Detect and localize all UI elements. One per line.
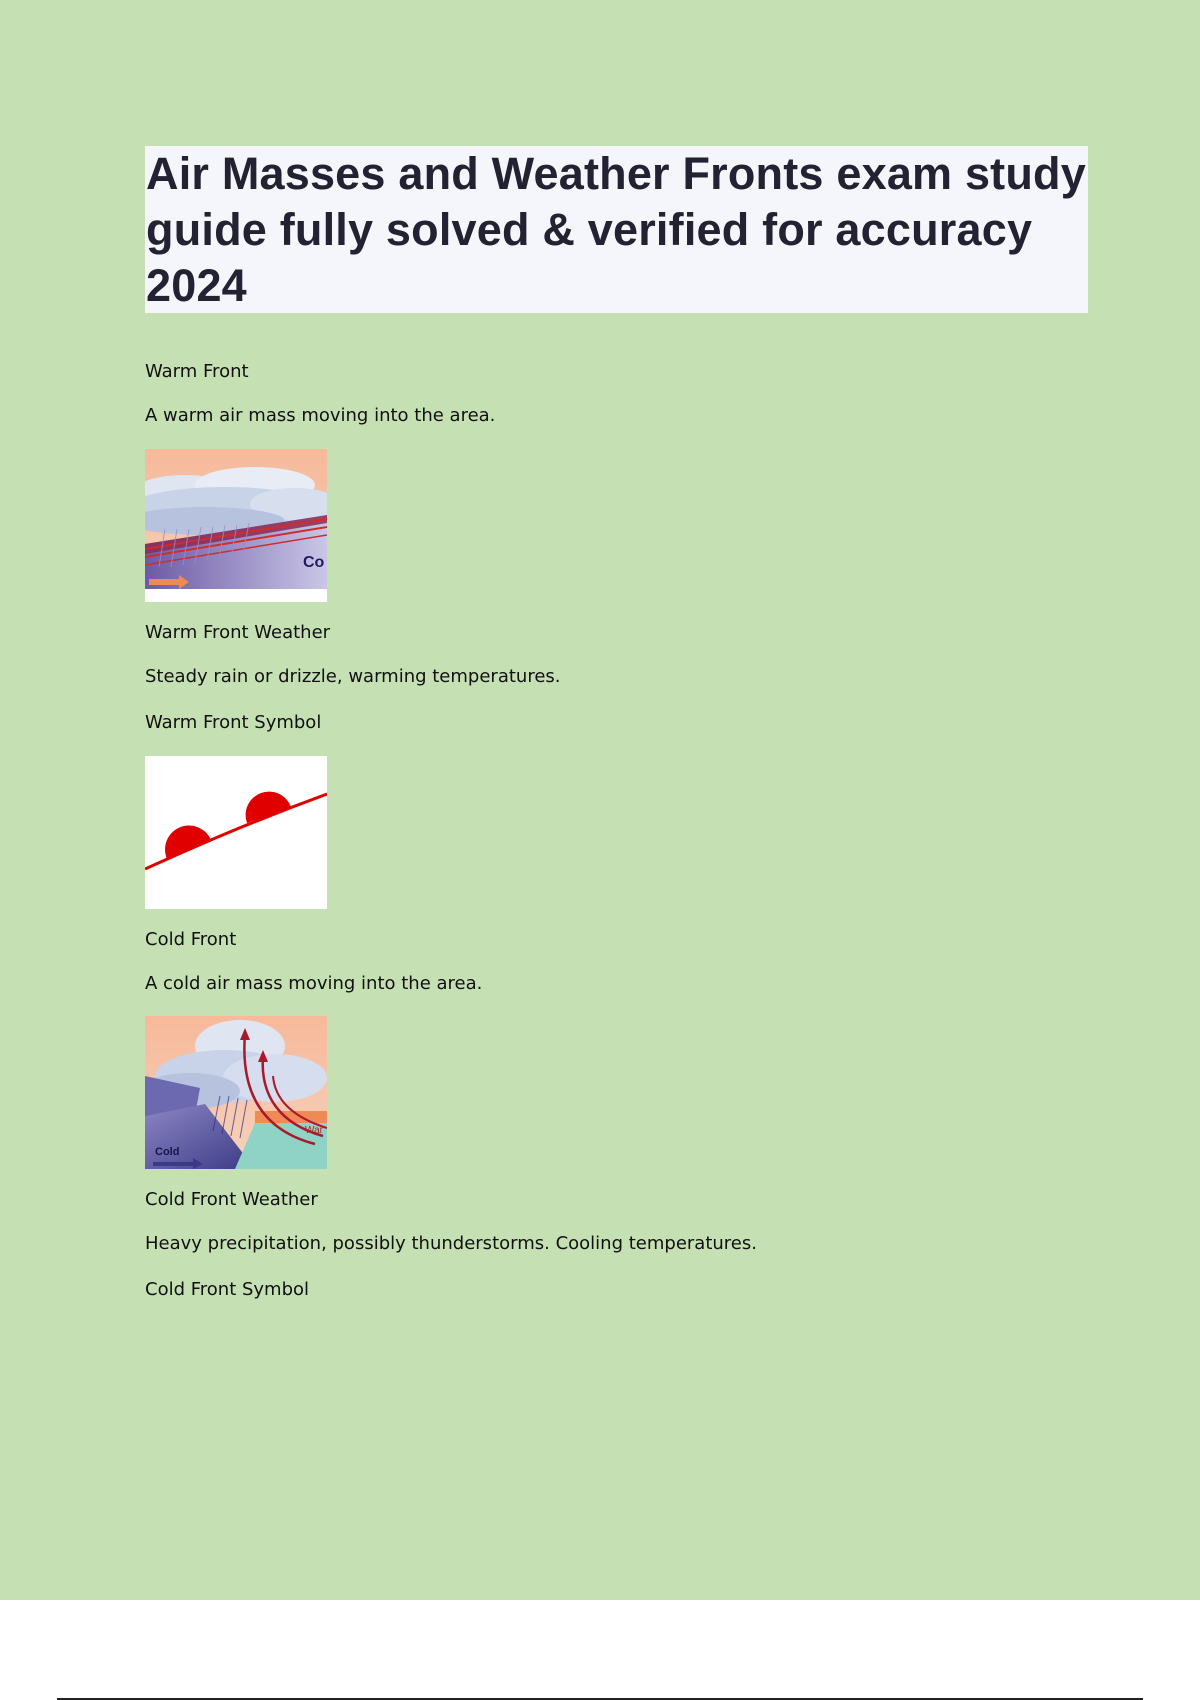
cold-front-diagram-image	[145, 1016, 327, 1169]
term-warm-front: Warm Front	[145, 361, 249, 382]
definition-warm-front: A warm air mass moving into the area.	[145, 405, 496, 426]
warm-front-symbol-image	[145, 756, 327, 909]
warm-front-symbol-icon	[145, 756, 327, 909]
term-cold-front: Cold Front	[145, 929, 237, 950]
document-title: Air Masses and Weather Fronts exam study guide fully solved & verified for accuracy 2024	[146, 148, 1086, 311]
term-warm-front-symbol: Warm Front Symbol	[145, 712, 322, 733]
svg-text:War: War	[305, 1125, 323, 1136]
svg-text:Co: Co	[303, 554, 325, 571]
title-box	[145, 146, 1088, 313]
warm-front-diagram-icon	[145, 449, 327, 602]
term-warm-front-weather: Warm Front Weather	[145, 622, 331, 643]
cold-front-diagram-icon	[145, 1016, 327, 1169]
definition-warm-front-weather: Steady rain or drizzle, warming temperatures.	[145, 666, 561, 687]
term-cold-front-weather: Cold Front Weather	[145, 1189, 318, 1210]
definition-cold-front: A cold air mass moving into the area.	[145, 973, 483, 994]
definition-cold-front-weather: Heavy precipitation, possibly thunderstorms. Cooling temperatures.	[145, 1233, 757, 1254]
svg-text:Cold: Cold	[155, 1146, 180, 1158]
warm-front-diagram-image	[145, 449, 327, 602]
term-cold-front-symbol: Cold Front Symbol	[145, 1279, 310, 1300]
